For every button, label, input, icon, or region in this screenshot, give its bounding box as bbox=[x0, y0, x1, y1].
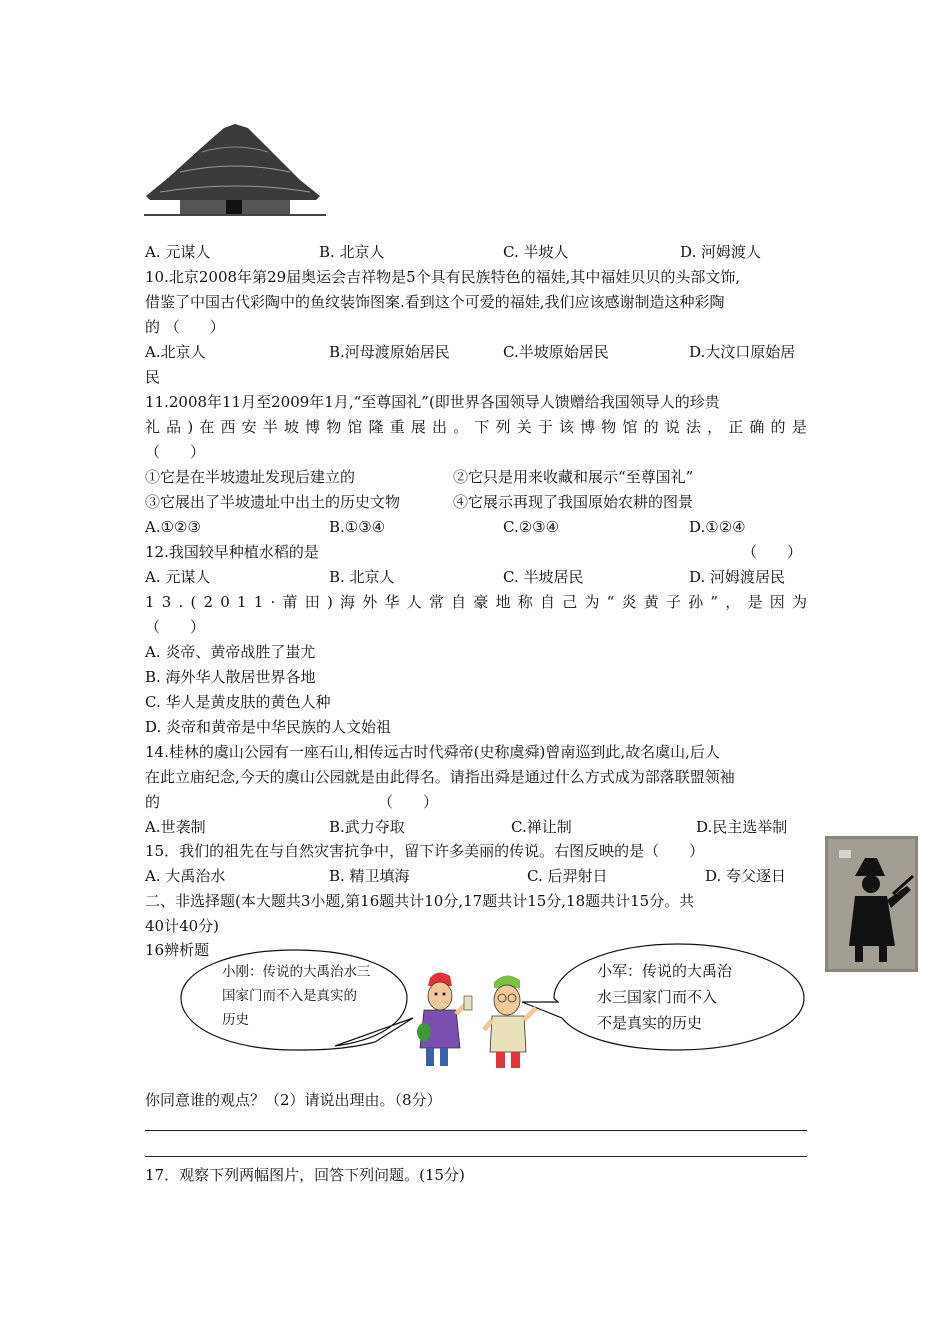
q13-stem-line1: 1 3 . ( 2 0 1 1 · 莆 田 ) 海 外 华 人 常 自 豪 地 称 自 己 为 “ 炎 黄 子 孙 ” ， 是 因 为 bbox=[145, 593, 807, 611]
option-a: A.①②③ bbox=[145, 518, 201, 536]
q13-option-c: C. 华人是黄皮肤的黄色人种 bbox=[145, 693, 331, 711]
statement-1: ①它是在半坡遗址发现后建立的 bbox=[145, 468, 356, 486]
option-c: C.②③④ bbox=[503, 518, 560, 536]
xiaogang-line1: 小刚：传说的大禹治水三 bbox=[222, 964, 371, 980]
statement-4: ④它展示再现了我国原始农耕的图景 bbox=[453, 493, 694, 511]
option-c: C. 后羿射日 bbox=[527, 867, 608, 885]
q13-option-a: A. 炎帝、黄帝战胜了蚩尤 bbox=[145, 643, 316, 661]
xiaojun-line2: 水三国家门而不入 bbox=[597, 988, 718, 1006]
q10-stem-line3: 的 （ ） bbox=[145, 318, 225, 336]
q10-stem-line1: 10.北京2008年第29届奥运会吉祥物是5个具有民族特色的福娃,其中福娃贝贝的头部文饰, bbox=[145, 268, 741, 286]
option-c: C. 半坡人 bbox=[503, 243, 569, 261]
dayu-figure-image bbox=[825, 836, 918, 972]
option-a: A. 元谋人 bbox=[145, 243, 211, 261]
q14-stem-line2: 在此立庙纪念,今天的虞山公园就是由此得名。请指出舜是通过什么方式成为部落联盟领袖 bbox=[145, 768, 735, 786]
q17-stem: 17．观察下列两幅图片，回答下列问题。(15分) bbox=[145, 1166, 465, 1184]
q16-title: 16辨析题 bbox=[145, 941, 210, 959]
q14-stem-line3: 的 bbox=[145, 793, 161, 811]
option-b: B. 北京人 bbox=[319, 243, 385, 261]
q12-answer-paren: （ ） bbox=[742, 543, 803, 561]
q10-stem-line2: 借鉴了中国古代彩陶中的鱼纹装饰图案.看到这个可爱的福娃,我们应该感谢制造这种彩陶 bbox=[145, 293, 725, 311]
section2-heading-line2: 40计40分) bbox=[145, 917, 220, 935]
option-d: D.①②④ bbox=[689, 518, 746, 536]
option-d: D. 夸父逐日 bbox=[705, 867, 787, 885]
option-d: D.民主选举制 bbox=[696, 818, 788, 836]
answer-line-2 bbox=[145, 1156, 807, 1157]
option-d: D.大汶口原始居 bbox=[689, 343, 796, 361]
xiaojun-line3: 不是真实的历史 bbox=[597, 1014, 703, 1032]
q12-stem: 12.我国较早种植水稻的是 bbox=[145, 543, 319, 561]
q11-stem-line1: 11.2008年11月至2009年1月,“至尊国礼”(即世界各国领导人馈赠给我国领导人的珍贵 bbox=[145, 393, 720, 411]
option-c: C.半坡原始居民 bbox=[503, 343, 609, 361]
xiaojun-bubble-text bbox=[597, 958, 732, 1036]
q16-question: 你同意谁的观点？（2）请说出理由。（8分） bbox=[145, 1091, 442, 1109]
q11-stem-line3: （ ） bbox=[145, 443, 206, 461]
q13-option-d: D. 炎帝和黄帝是中华民族的人文始祖 bbox=[145, 718, 392, 736]
xiaogang-bubble-text bbox=[222, 960, 371, 1032]
xiaogang-line3: 历史 bbox=[222, 1012, 249, 1028]
q10-option-wrap: 民 bbox=[145, 368, 161, 386]
q15-stem: 15．我们的祖先在与自然灾害抗争中，留下许多美丽的传说。右图反映的是（ ） bbox=[145, 842, 705, 860]
option-b: B.河母渡原始居民 bbox=[329, 343, 450, 361]
option-b: B. 北京人 bbox=[329, 568, 395, 586]
option-d: D. 河姆渡人 bbox=[680, 243, 762, 261]
option-a: A. 元谋人 bbox=[145, 568, 211, 586]
option-a: A.北京人 bbox=[145, 343, 206, 361]
xiaojun-line1: 小军：传说的大禹治 bbox=[597, 962, 733, 980]
cartoon-boys-image bbox=[408, 968, 558, 1073]
xiaogang-line2: 国家门而不入是真实的 bbox=[222, 988, 357, 1004]
statement-2: ②它只是用来收藏和展示“至尊国礼” bbox=[453, 468, 694, 486]
option-a: A.世袭制 bbox=[145, 818, 206, 836]
section2-heading-line1: 二、非选择题(本大题共3小题,第16题共计10分,17题共计15分,18题共计15分。共 bbox=[145, 892, 695, 910]
option-c: C. 半坡居民 bbox=[503, 568, 584, 586]
option-b: B. 精卫填海 bbox=[329, 867, 410, 885]
answer-line-1 bbox=[145, 1130, 807, 1131]
option-a: A. 大禹治水 bbox=[145, 867, 226, 885]
q14-stem-line1: 14.桂林的虞山公园有一座石山,相传远古时代舜帝(史称虞舜)曾南巡到此,故名虞山,后人 bbox=[145, 743, 720, 761]
option-c: C.禅让制 bbox=[511, 818, 572, 836]
q13-stem-line2: （ ） bbox=[145, 618, 206, 636]
option-b: B.①③④ bbox=[329, 518, 386, 536]
option-b: B.武力夺取 bbox=[329, 818, 405, 836]
thatched-hut-image bbox=[140, 120, 330, 220]
statement-3: ③它展出了半坡遗址中出土的历史文物 bbox=[145, 493, 401, 511]
option-d: D. 河姆渡居民 bbox=[689, 568, 786, 586]
q13-option-b: B. 海外华人散居世界各地 bbox=[145, 668, 316, 686]
q11-stem-line2: 礼 品 ) 在 西 安 半 坡 博 物 馆 隆 重 展 出 。 下 列 关 于 该 博 物 馆 的 说 法 ， 正 确 的 是 bbox=[145, 418, 807, 436]
q14-answer-paren: （ ） bbox=[378, 793, 439, 811]
